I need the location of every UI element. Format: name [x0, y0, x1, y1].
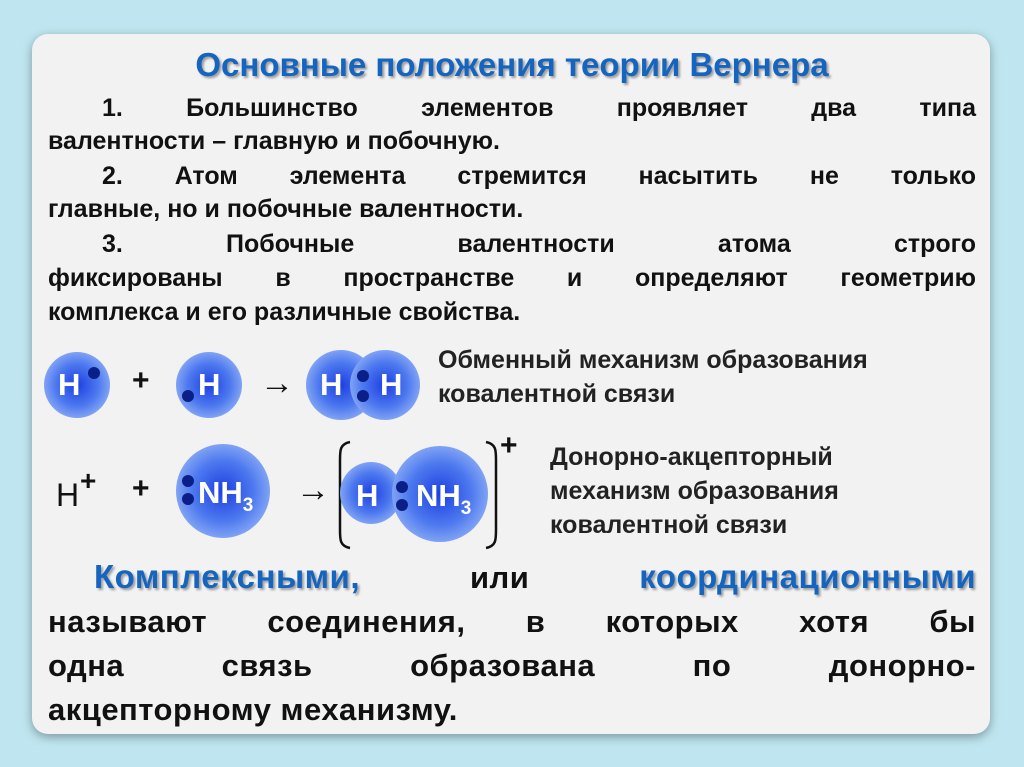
definition-line-4: акцепторному механизму.	[48, 692, 458, 727]
hydrogen-symbol-4: H	[380, 367, 403, 402]
hydrogen-symbol-3: H	[320, 367, 343, 402]
complex-hydrogen-symbol: H	[356, 478, 379, 513]
plus-sign: +	[132, 472, 150, 505]
term-complex: Комплексными,	[94, 558, 361, 595]
exchange-note-line-2: ковалентной связи	[438, 380, 676, 408]
electron-dot	[396, 499, 408, 511]
definition-line-3: одна связь образована по донорно-	[48, 648, 976, 683]
point-2-line-2: главные, но и побочные валентности.	[48, 195, 524, 223]
donor-note-line-3: ковалентной связи	[550, 511, 788, 539]
hydrogen-symbol-2: H	[198, 367, 221, 402]
electron-dot	[357, 370, 369, 382]
ammonia-symbol: $NH_3$	[198, 475, 254, 516]
definition-or: или	[469, 560, 530, 595]
point-3-line-2: фиксированы в пространстве и определяют геометрию	[48, 264, 976, 292]
complex-ammonia-symbol: $NH_3$	[416, 478, 472, 519]
slide-title: Основные положения теории Вернера	[195, 46, 829, 83]
reaction-arrow: →	[260, 364, 294, 402]
complex-charge: +	[500, 429, 518, 462]
proton-charge: +	[80, 465, 97, 496]
proton	[56, 465, 97, 513]
electron-dot	[396, 481, 408, 493]
point-1-line-1: 1. Большинство элементов проявляет два типа	[102, 94, 976, 122]
electron-dot	[182, 475, 194, 487]
reaction-arrow: →	[296, 471, 330, 509]
point-3-line-3: комплекса и его различные свойства.	[48, 298, 521, 326]
donor-note-line-1: Донорно-акцепторный	[550, 443, 833, 471]
proton-symbol: H	[56, 477, 80, 513]
electron-dot	[182, 390, 194, 402]
electron-dot	[357, 390, 369, 402]
donor-note-line-2: механизм образования	[550, 477, 839, 505]
term-coordination: координационными	[639, 558, 976, 595]
hydrogen-symbol-1: H	[58, 367, 81, 402]
point-1-line-2: валентности – главную и побочную.	[48, 127, 500, 155]
plus-sign: +	[132, 364, 150, 397]
definition-line-2: называют соединения, в которых хотя бы	[48, 604, 976, 639]
electron-dot	[182, 493, 194, 505]
point-3-line-1: 3. Побочные валентности атома строго	[102, 230, 976, 258]
exchange-note-line-1: Обменный механизм образования	[438, 346, 868, 374]
electron-dot	[88, 367, 100, 379]
point-2-line-1: 2. Атом элемента стремится насытить не только	[102, 162, 976, 190]
definition-line-1	[48, 556, 976, 599]
